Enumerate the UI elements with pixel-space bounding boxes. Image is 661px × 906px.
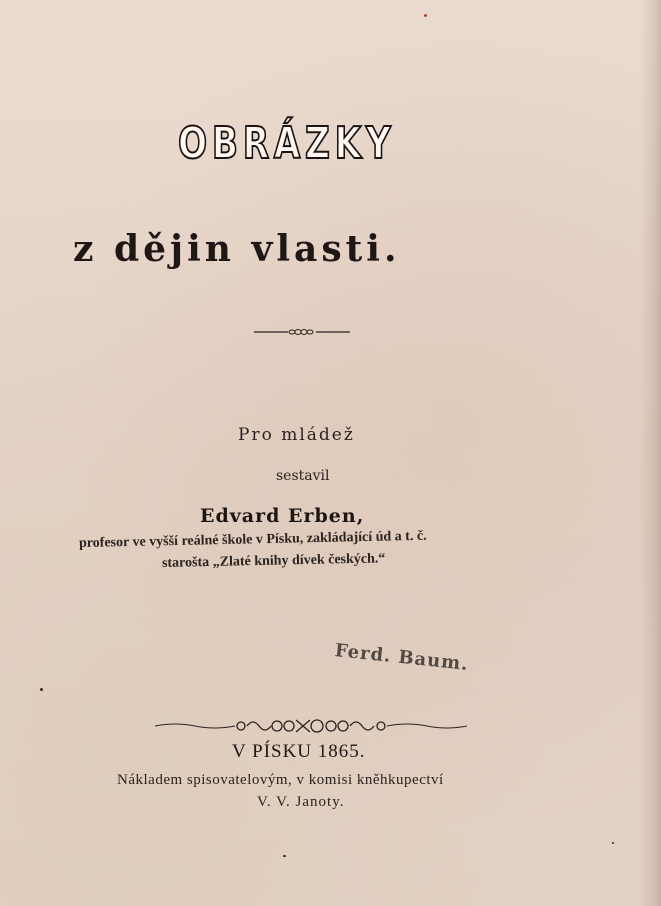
paper-speck [283,855,286,857]
compiled-by-label: sestavil [276,468,330,484]
page-edge-shadow [639,0,661,906]
book-subtitle: z dějin vlasti. [73,228,401,270]
book-title: OBRÁZKY [178,118,396,169]
ornamental-divider [155,714,467,738]
author-role-line1: profesor ve vyšší reálné škole v Písku, zakládající úd a t. č. [78,528,427,551]
publisher-name: V. V. Janoty. [257,794,345,810]
place-and-year: V PÍSKU 1865. [232,741,366,762]
owner-stamp: Ferd. Baum. [333,640,470,675]
decorative-rule [254,325,350,339]
author-name: Edvard Erben, [200,505,365,527]
paper-speck [424,14,427,17]
audience-line: Pro mládež [238,425,355,445]
author-role-line2: starošta „Zlaté knihy dívek českých.“ [161,551,386,571]
paper-speck [40,688,43,691]
publisher-line: Nákladem spisovatelovým, v komisi kněhkupectví [117,772,444,788]
paper-speck [612,842,614,844]
